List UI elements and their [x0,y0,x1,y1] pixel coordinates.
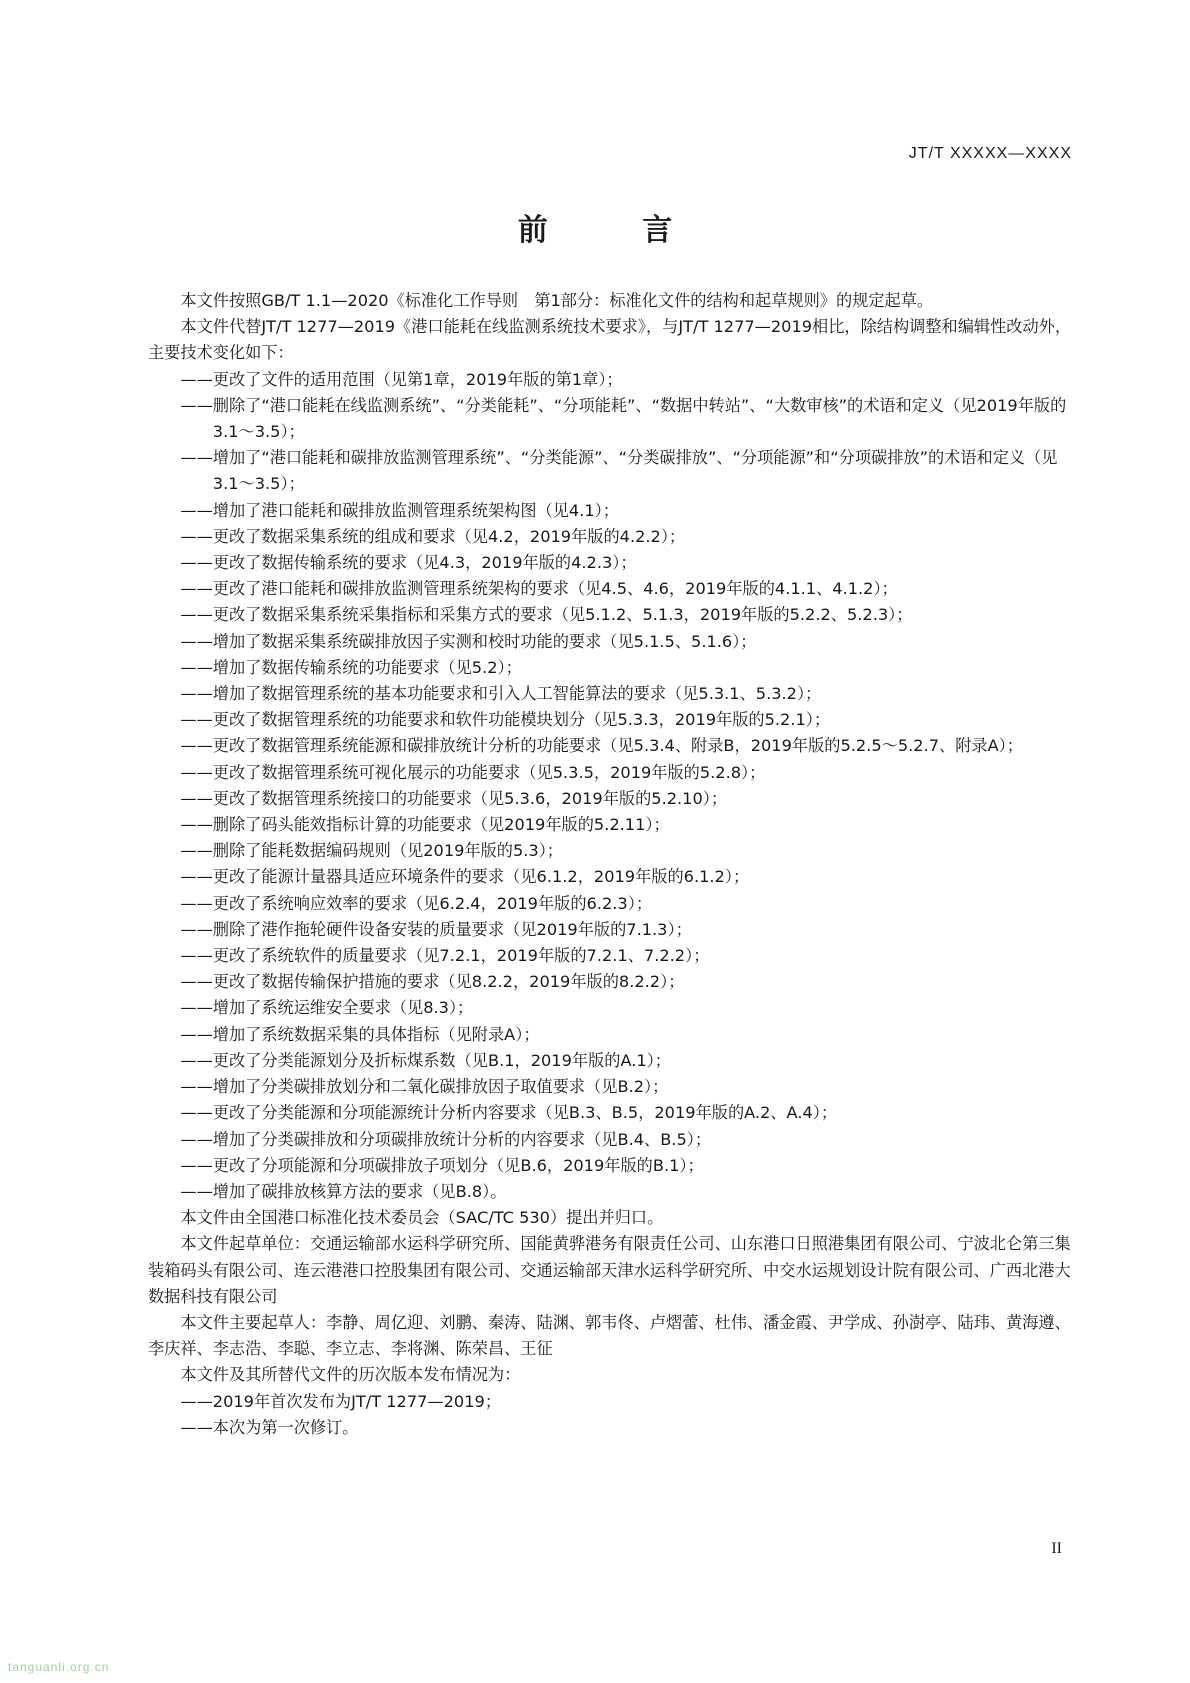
list-item: ——增加了“港口能耗和碳排放监测管理系统”、“分类能源”、“分类碳排放”、“分项能源”和“分项碳排放”的术语和定义（见3.1～3.5）； [180,448,1058,494]
list-item: ——更改了数据采集系统的组成和要求（见4.2，2019年版的4.2.2）； [180,526,686,546]
paragraph-drafters: 本文件主要起草人：李静、周亿迎、刘鹏、秦涛、陆渊、郭韦佟、卢熠蕾、杜伟、潘金霞、尹学成、孙澍亭、陆玮、黄海遵、李庆祥、李志浩、李聪、李立志、李将渊、陈荣昌、王征 [148,1312,1071,1359]
list-item: ——删除了“港口能耗在线监测系统”、“分类能耗”、“分项能耗”、“数据中转站”、“大数审核”的术语和定义（见2019年版的3.1～3.5）； [180,395,1067,442]
list-item: ——更改了系统响应效率的要求（见6.2.4，2019年版的6.2.3）； [180,893,653,913]
page-title: 前 言 [517,213,715,248]
list-item: ——更改了数据采集系统采集指标和采集方式的要求（见5.1.2、5.1.3，2019年版的5.2.2、5.2.3）； [180,605,913,625]
paragraph-proposer: 本文件由全国港口标准化技术委员会（SAC/TC 530）提出并归口。 [180,1208,664,1228]
list-item: ——增加了港口能耗和碳排放监测管理系统架构图（见4.1）； [180,500,619,520]
watermark: tanguanli.org.cn [8,1660,110,1674]
list-item: ——更改了分项能源和分项碳排放子项划分（见B.6，2019年版的B.1）； [180,1155,704,1175]
list-item: ——增加了数据管理系统的基本功能要求和引入人工智能算法的要求（见5.3.1、5.3.2）； [180,684,822,704]
list-item: ——增加了系统运维安全要求（见8.3）； [180,998,474,1018]
list-item: ——增加了数据传输系统的功能要求（见5.2）； [180,657,522,677]
history-list [148,1389,1078,1441]
list-item: ——更改了分类能源划分及折标煤系数（见B.1，2019年版的A.1）； [180,1050,671,1070]
list-item: ——更改了系统软件的质量要求（见7.2.1，2019年版的7.2.1、7.2.2）； [180,946,710,966]
list-item: ——增加了碳排放核算方法的要求（见B.8）。 [180,1181,507,1201]
paragraph-drafting-basis: 本文件按照GB/T 1.1—2020《标准化工作导则 第1部分：标准化文件的结构和起草规则》的规定起草。 [180,291,934,310]
list-item: ——更改了数据传输保护措施的要求（见8.2.2，2019年版的8.2.2）； [180,972,685,992]
list-item: ——删除了能耗数据编码规则（见2019年版的5.3）； [180,841,563,861]
list-item: ——增加了系统数据采集的具体指标（见附录A）； [180,1024,540,1044]
change-list [148,367,1078,1206]
paragraph-replacement-note: 本文件代替JT/T 1277—2019《港口能耗在线监测系统技术要求》，与JT/T 1277—2019相比，除结构调整和编辑性改动外，主要技术变化如下： [148,317,1072,363]
list-item: ——2019年首次发布为JT/T 1277—2019； [180,1391,502,1411]
list-item: ——增加了分类碳排放和分项碳排放统计分析的内容要求（见B.4、B.5）； [180,1129,712,1149]
foreword-body [148,288,1078,1441]
list-item: ——更改了港口能耗和碳排放监测管理系统架构的要求（见4.5、4.6，2019年版的4.1.1、4.1.2）； [180,579,898,599]
list-item: ——更改了数据管理系统的功能要求和软件功能模块划分（见5.3.3，2019年版的5.2.1）； [180,710,831,730]
list-item: ——本次为第一次修订。 [180,1417,359,1437]
list-item: ——增加了分类碳排放划分和二氧化碳排放因子取值要求（见B.2）； [180,1077,669,1097]
paragraph-drafting-units: 本文件起草单位：交通运输部水运科学研究所、国能黄骅港务有限责任公司、山东港口日照港集团有限公司、宁波北仑第三集装箱码头有限公司、连云港港口控股集团有限公司、交通运输部天津水运科学研究所、中交水运规划设计院有限公司、广西北港大数据科技有限公司 [148,1234,1071,1306]
paragraph-history-intro: 本文件及其所替代文件的历次版本发布情况为： [180,1365,521,1385]
list-item: ——更改了分类能源和分项能源统计分析内容要求（见B.3、B.5，2019年版的A.2、A.4）； [180,1103,838,1123]
list-item: ——更改了数据传输系统的要求（见4.3，2019年版的4.2.3）； [180,553,637,573]
list-item: ——更改了数据管理系统接口的功能要求（见5.3.6，2019年版的5.2.10）； [180,788,728,808]
list-item: ——更改了数据管理系统可视化展示的功能要求（见5.3.5，2019年版的5.2.8）； [180,762,766,782]
list-item: ——删除了港作拖轮硬件设备安装的质量要求（见2019年版的7.1.3）； [180,919,692,939]
list-item: ——更改了文件的适用范围（见第1章，2019年版的第1章）； [180,369,623,389]
list-item: ——更改了能源计量器具适应环境条件的要求（见6.1.2，2019年版的6.1.2）； [180,867,750,887]
list-item: ——增加了数据采集系统碳排放因子实测和校时功能的要求（见5.1.5、5.1.6）； [180,631,757,651]
list-item: ——删除了码头能效指标计算的功能要求（见2019年版的5.2.11）； [180,815,670,835]
page-number: II [1051,1540,1062,1557]
document-code: JT/T XXXXX—XXXX [908,145,1072,162]
list-item: ——更改了数据管理系统能源和碳排放统计分析的功能要求（见5.3.4、附录B，2019年版的5.2.5～5.2.7、附录A）； [180,736,1023,756]
